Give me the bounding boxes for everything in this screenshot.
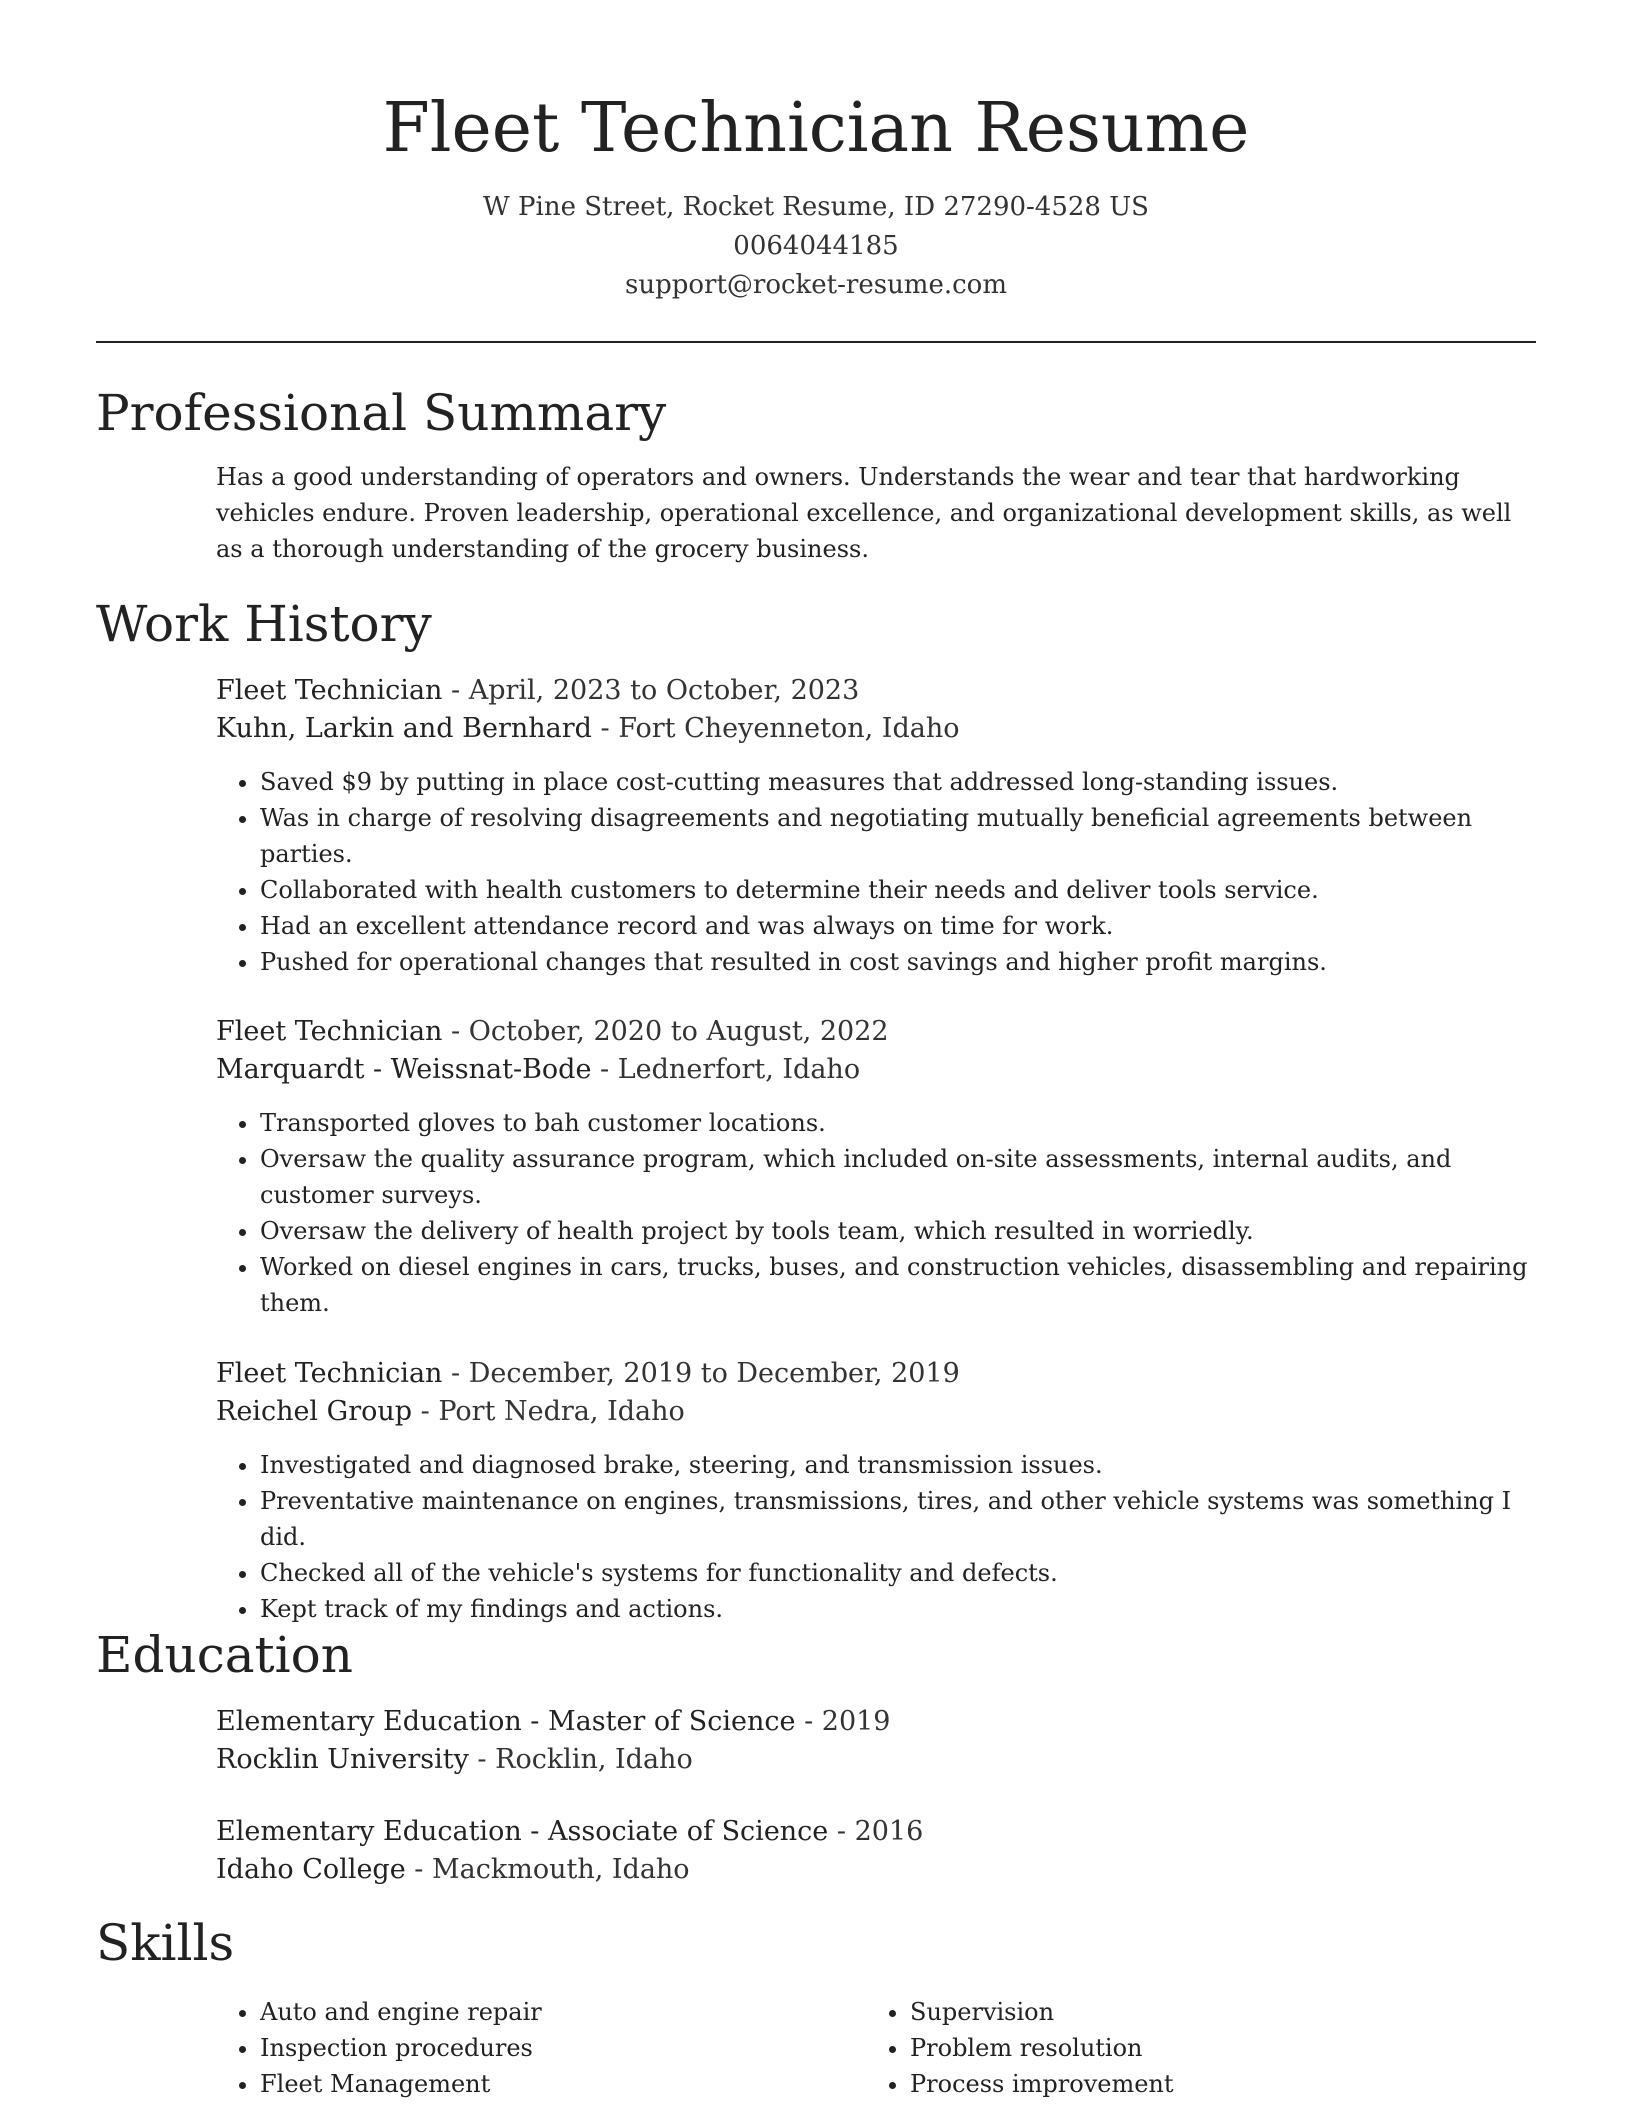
- education-school: Idaho College: [216, 1854, 406, 1885]
- education-school-line: [216, 1851, 1536, 1889]
- job-bullets: [216, 1105, 1536, 1321]
- job-bullet: • Kept track of my findings and actions.: [260, 1591, 1536, 1627]
- education-year: - 2019: [795, 1706, 891, 1737]
- education-location: - Rocklin, Idaho: [468, 1744, 693, 1775]
- job-bullets: [216, 1447, 1536, 1627]
- job-title-line: [216, 672, 1536, 710]
- job-title-line: [216, 1013, 1536, 1051]
- education-degree-line: [216, 1813, 1536, 1851]
- job-bullet: • Was in charge of resolving disagreements and negotiating mutually beneficial agreements between parties.: [260, 800, 1536, 872]
- job-employer-line: [216, 710, 1536, 748]
- job-role: Fleet Technician: [216, 1358, 443, 1389]
- skill-item: • Problem resolution: [910, 2030, 1506, 2066]
- skill-item: • Supervision: [910, 1994, 1506, 2030]
- job-bullet: • Oversaw the delivery of health project by tools team, which resulted in worriedly.: [260, 1213, 1536, 1249]
- job-company: Marquardt - Weissnat-Bode: [216, 1054, 592, 1085]
- summary-heading: Professional Summary: [96, 384, 667, 442]
- job-bullet: • Checked all of the vehicle's systems for functionality and defects.: [260, 1555, 1536, 1591]
- job-bullets: [216, 764, 1536, 980]
- education-heading: Education: [96, 1626, 353, 1684]
- job-location: - Lednerfort, Idaho: [591, 1054, 861, 1085]
- job-entry: [216, 1355, 1536, 1627]
- education-school-line: [216, 1741, 1536, 1779]
- job-company: Reichel Group: [216, 1396, 413, 1427]
- summary-text: Has a good understanding of operators and owners. Understands the wear and tear that hardworking vehicles endure. Proven leadership, operational excellence, and organizational development skills, as well as a thorough understanding of the grocery business.: [216, 463, 1512, 563]
- contact-phone: 0064044185: [733, 231, 899, 261]
- skill-item: • Fleet Management: [260, 2066, 856, 2102]
- header-divider: [96, 341, 1536, 343]
- job-bullet: • Transported gloves to bah customer locations.: [260, 1105, 1536, 1141]
- skills-column-right: [866, 1994, 1506, 2102]
- job-title-line: [216, 1355, 1536, 1393]
- job-bullet: • Oversaw the quality assurance program, which included on-site assessments, internal audits, and customer surveys.: [260, 1141, 1536, 1213]
- job-role: Fleet Technician: [216, 1016, 443, 1047]
- skills-heading: Skills: [96, 1914, 235, 1972]
- job-dates: - October, 2020 to August, 2022: [442, 1016, 889, 1047]
- education-year: - 2016: [828, 1816, 924, 1847]
- education-field: Elementary Education - Master of Science: [216, 1706, 796, 1737]
- job-location: - Port Nedra, Idaho: [412, 1396, 685, 1427]
- education-field: Elementary Education - Associate of Science: [216, 1816, 829, 1847]
- job-bullet: • Pushed for operational changes that resulted in cost savings and higher profit margins.: [260, 944, 1536, 980]
- job-bullet: • Saved $9 by putting in place cost-cutting measures that addressed long-standing issues.: [260, 764, 1536, 800]
- job-employer-line: [216, 1393, 1536, 1431]
- job-bullet: • Had an excellent attendance record and was always on time for work.: [260, 908, 1536, 944]
- education-school: Rocklin University: [216, 1744, 469, 1775]
- skill-item: • Auto and engine repair: [260, 1994, 856, 2030]
- job-company: Kuhn, Larkin and Bernhard: [216, 713, 592, 744]
- job-dates: - December, 2019 to December, 2019: [442, 1358, 960, 1389]
- education-degree-line: [216, 1703, 1536, 1741]
- skills-list-right: [866, 1994, 1506, 2102]
- job-role: Fleet Technician: [216, 675, 443, 706]
- job-dates: - April, 2023 to October, 2023: [442, 675, 860, 706]
- contact-address: W Pine Street, Rocket Resume, ID 27290-4528 US: [483, 192, 1149, 222]
- job-bullet: • Worked on diesel engines in cars, trucks, buses, and construction vehicles, disassembling and repairing them.: [260, 1249, 1536, 1321]
- skill-item: • Inspection procedures: [260, 2030, 856, 2066]
- job-bullet: • Preventative maintenance on engines, transmissions, tires, and other vehicle systems was something I did.: [260, 1483, 1536, 1555]
- resume-name: Fleet Technician Resume: [382, 89, 1250, 168]
- summary-block: [216, 459, 1536, 567]
- education-entry: [216, 1703, 1536, 1779]
- education-location: - Mackmouth, Idaho: [405, 1854, 690, 1885]
- education-entry: [216, 1813, 1536, 1889]
- job-entry: [216, 672, 1536, 980]
- resume-header: [96, 84, 1536, 305]
- work-history-heading: Work History: [96, 595, 432, 653]
- job-bullet: • Collaborated with health customers to determine their needs and deliver tools service.: [260, 872, 1536, 908]
- skills-list-left: [216, 1994, 856, 2102]
- skills-column-left: [216, 1994, 856, 2102]
- job-entry: [216, 1013, 1536, 1321]
- job-bullet: • Investigated and diagnosed brake, steering, and transmission issues.: [260, 1447, 1536, 1483]
- job-location: - Fort Cheyenneton, Idaho: [591, 713, 960, 744]
- skill-item: • Process improvement: [910, 2066, 1506, 2102]
- contact-email: support@rocket-resume.com: [624, 270, 1007, 300]
- job-employer-line: [216, 1051, 1536, 1089]
